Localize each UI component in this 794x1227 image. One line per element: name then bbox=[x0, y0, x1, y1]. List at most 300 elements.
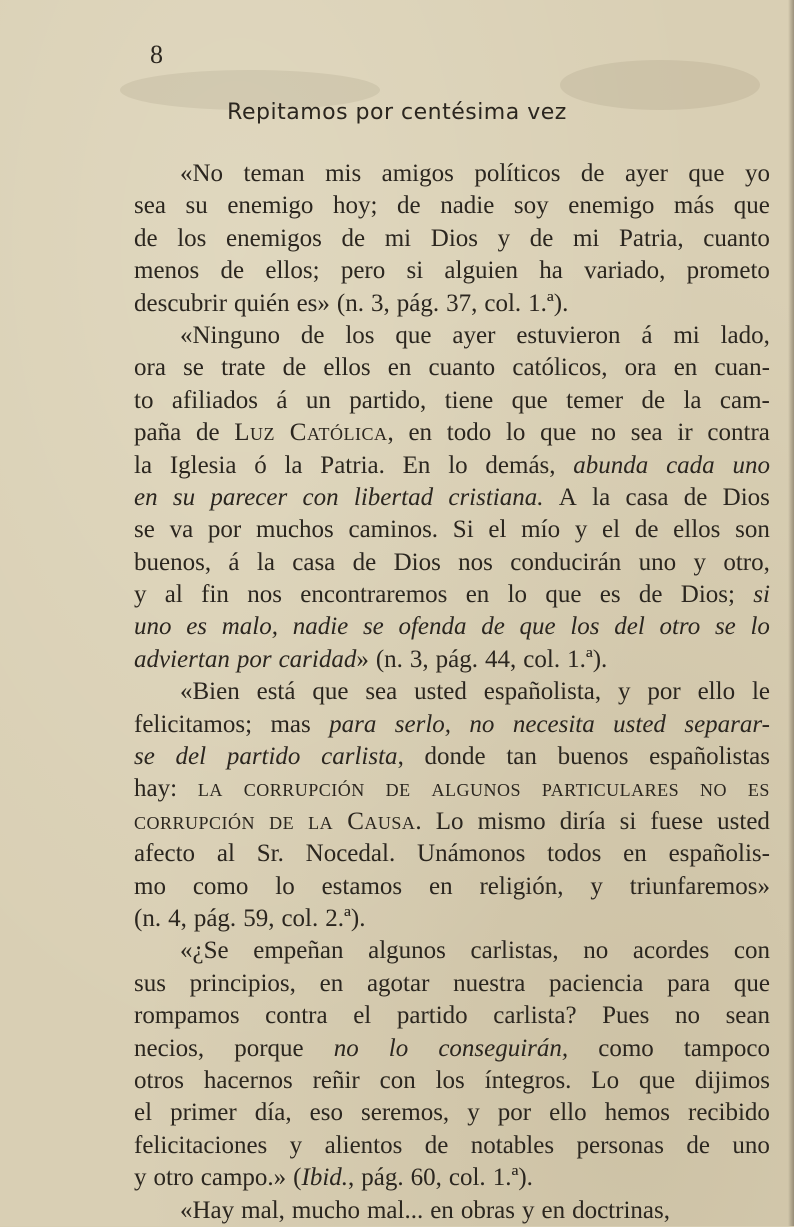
word: mi bbox=[673, 321, 700, 349]
word: mis bbox=[325, 160, 362, 187]
word: serlo, bbox=[394, 710, 452, 738]
text-line bbox=[134, 1162, 770, 1194]
word: el bbox=[134, 1099, 153, 1127]
word: que bbox=[511, 386, 548, 414]
word: Luz bbox=[234, 419, 276, 447]
word: lo bbox=[507, 581, 528, 609]
word: col. bbox=[484, 289, 522, 317]
word: la bbox=[284, 451, 303, 479]
word: cam- bbox=[719, 386, 770, 414]
word: partido, bbox=[349, 386, 427, 414]
word: tiene bbox=[444, 386, 494, 414]
word: de bbox=[352, 548, 377, 576]
word: al bbox=[216, 840, 235, 868]
word: y bbox=[693, 548, 706, 576]
word: necios, bbox=[134, 1034, 205, 1062]
word: caminos. bbox=[348, 516, 439, 544]
word: está bbox=[256, 678, 296, 706]
word: agotar bbox=[366, 969, 430, 997]
word: mi bbox=[572, 224, 600, 252]
word: recibido bbox=[688, 1099, 770, 1127]
text-line bbox=[134, 190, 770, 222]
word: to bbox=[134, 386, 154, 414]
word: estuvieron bbox=[516, 321, 621, 349]
word: uno bbox=[732, 1131, 770, 1159]
paragraph bbox=[134, 935, 770, 1194]
word: nadie bbox=[292, 613, 349, 641]
word: lo bbox=[275, 872, 295, 900]
word: Lo bbox=[435, 807, 464, 835]
word: y bbox=[497, 224, 511, 252]
word: «¿Se bbox=[180, 937, 229, 965]
word: los bbox=[345, 321, 375, 349]
word: Nocedal. bbox=[305, 840, 396, 868]
word: cuanto bbox=[428, 354, 496, 382]
word: contra bbox=[707, 419, 770, 447]
word: 3, bbox=[409, 645, 429, 673]
word: políticos bbox=[474, 160, 561, 187]
word: pág. bbox=[361, 1164, 404, 1192]
word: de bbox=[220, 257, 245, 285]
word: otro bbox=[153, 1164, 194, 1192]
word: Dios; bbox=[680, 581, 735, 609]
word: 3, bbox=[370, 289, 390, 317]
text-line bbox=[134, 223, 770, 255]
word: y bbox=[134, 1164, 147, 1192]
text-line bbox=[134, 611, 770, 643]
word: prometo bbox=[686, 257, 770, 285]
word: fuese bbox=[650, 807, 704, 835]
word: otro, bbox=[723, 548, 770, 576]
word: es» bbox=[296, 289, 330, 317]
word: (Ibid., bbox=[293, 1164, 355, 1192]
word: de bbox=[580, 160, 605, 187]
word: si bbox=[619, 807, 637, 835]
word: Sr. bbox=[256, 840, 284, 868]
word: que bbox=[733, 192, 770, 220]
word: que bbox=[688, 160, 725, 187]
text-line bbox=[134, 968, 770, 1000]
word: conseguirán, bbox=[438, 1034, 569, 1062]
word: en bbox=[430, 1196, 454, 1224]
word: empeñan bbox=[253, 937, 344, 965]
word: mas bbox=[270, 710, 311, 738]
word: va bbox=[169, 516, 194, 544]
word: separar- bbox=[684, 710, 770, 738]
word: ellos bbox=[323, 354, 371, 382]
word: mo bbox=[134, 872, 166, 900]
word: Patria. bbox=[320, 451, 385, 479]
text-line bbox=[134, 288, 770, 320]
word: col. bbox=[448, 1164, 486, 1192]
word: yo bbox=[744, 160, 770, 187]
word: ha bbox=[539, 257, 563, 285]
word: de bbox=[686, 1131, 710, 1159]
word: católicos, bbox=[512, 354, 608, 382]
word: uno bbox=[732, 451, 770, 479]
word: si bbox=[753, 581, 770, 609]
word: de bbox=[481, 613, 505, 641]
word: no bbox=[674, 1002, 700, 1030]
word: soy bbox=[513, 192, 549, 220]
word: es bbox=[186, 613, 208, 641]
text-line bbox=[134, 417, 770, 449]
word: día, bbox=[254, 1099, 292, 1127]
word: con bbox=[733, 937, 770, 965]
word: que bbox=[540, 419, 577, 447]
word: los bbox=[177, 224, 207, 252]
word: ora bbox=[134, 354, 166, 382]
word: caridad» bbox=[278, 645, 369, 673]
text-line bbox=[134, 547, 770, 579]
word: Dios bbox=[393, 548, 441, 576]
word: mucho bbox=[291, 1196, 360, 1224]
word: los bbox=[435, 1066, 465, 1094]
word: de bbox=[269, 807, 295, 835]
word: Si bbox=[452, 516, 474, 544]
word: enemigo bbox=[568, 192, 655, 220]
word: que bbox=[545, 581, 582, 609]
word: corrupción bbox=[134, 807, 256, 835]
word: principios, bbox=[189, 969, 296, 997]
word: es bbox=[599, 581, 621, 609]
word: el bbox=[488, 516, 507, 544]
word: triunfaremos» bbox=[629, 872, 770, 900]
word: adviertan bbox=[134, 645, 230, 673]
word: pero bbox=[340, 257, 386, 285]
word: no bbox=[583, 937, 609, 965]
text-line bbox=[134, 450, 770, 482]
word: por bbox=[236, 645, 272, 673]
word: y bbox=[134, 581, 147, 609]
text-line bbox=[134, 676, 770, 708]
word: nos bbox=[458, 548, 493, 576]
word: 2.ª). bbox=[325, 904, 366, 932]
word: que bbox=[638, 1066, 676, 1094]
word: íntegros. bbox=[484, 1066, 572, 1094]
word: doctrinas, bbox=[572, 1196, 670, 1224]
word: contra bbox=[265, 1002, 328, 1030]
text-line bbox=[134, 871, 770, 903]
word: col. bbox=[281, 904, 319, 932]
word: Iglesia bbox=[169, 451, 237, 479]
word: ir bbox=[677, 419, 693, 447]
word: para bbox=[329, 710, 377, 738]
word: los bbox=[570, 613, 600, 641]
word: rompamos bbox=[134, 1002, 240, 1030]
word: ó bbox=[254, 451, 267, 479]
word: alientos bbox=[324, 1131, 403, 1159]
body-text bbox=[134, 158, 770, 1227]
word: á bbox=[228, 548, 240, 576]
word: reñir bbox=[312, 1066, 360, 1094]
word: felicitaciones bbox=[134, 1131, 268, 1159]
word: «Ninguno bbox=[180, 321, 280, 349]
paragraph bbox=[134, 676, 770, 935]
word: porque bbox=[234, 1034, 304, 1062]
word: religión, bbox=[479, 872, 564, 900]
word: buenos, bbox=[134, 548, 212, 576]
word: cristiana. bbox=[448, 483, 544, 511]
text-line bbox=[134, 903, 770, 935]
word: ellos; bbox=[265, 257, 320, 285]
text-line bbox=[134, 1000, 770, 1032]
word: 4, bbox=[168, 904, 187, 932]
word: que bbox=[733, 969, 770, 997]
word: eso bbox=[309, 1099, 343, 1127]
word: y bbox=[590, 872, 603, 900]
word: ora bbox=[624, 354, 657, 382]
word: 1.ª). bbox=[567, 645, 608, 673]
word: de bbox=[397, 192, 421, 220]
word: el bbox=[602, 516, 621, 544]
word: seremos, bbox=[361, 1099, 450, 1127]
text-line bbox=[134, 806, 770, 838]
word: más bbox=[673, 192, 715, 220]
word: todos bbox=[547, 840, 602, 868]
word: 1.ª). bbox=[528, 289, 569, 317]
word: algunos bbox=[431, 775, 522, 803]
word: y bbox=[289, 1131, 303, 1159]
word: afiliados bbox=[171, 386, 258, 414]
word: ellos bbox=[673, 516, 721, 544]
word: dijimos bbox=[694, 1066, 770, 1094]
word: de bbox=[641, 386, 666, 414]
text-line bbox=[134, 255, 770, 287]
word: particulares bbox=[541, 775, 680, 803]
word: si bbox=[406, 257, 424, 285]
word: Católica, bbox=[289, 419, 394, 447]
word: mismo bbox=[477, 807, 546, 835]
word: se bbox=[134, 743, 155, 771]
text-line bbox=[134, 514, 770, 546]
word: menos bbox=[134, 257, 200, 285]
word: enemigos bbox=[226, 224, 322, 252]
word: mi bbox=[384, 224, 412, 252]
word: personas bbox=[576, 1131, 664, 1159]
word: españolistas bbox=[649, 743, 770, 771]
word: de bbox=[638, 581, 663, 609]
word: descubrir bbox=[134, 289, 228, 317]
word: trate bbox=[221, 354, 266, 382]
word: nadie bbox=[440, 192, 495, 220]
word: algunos bbox=[368, 937, 446, 965]
word: Dios bbox=[722, 483, 770, 511]
word: Dios bbox=[430, 224, 478, 252]
word: se bbox=[134, 516, 155, 544]
word: mío bbox=[521, 516, 561, 544]
word: por bbox=[647, 678, 681, 706]
running-header: Repitamos por centésima vez bbox=[227, 100, 567, 125]
word: cuan- bbox=[714, 354, 770, 382]
word: Causa. bbox=[347, 807, 422, 835]
word: (n. bbox=[336, 289, 364, 317]
word: que bbox=[519, 613, 556, 641]
word: de bbox=[683, 483, 708, 511]
word: son bbox=[735, 516, 770, 544]
word: quién bbox=[234, 289, 290, 317]
word: su bbox=[185, 192, 208, 220]
word: con bbox=[379, 1066, 416, 1094]
word: su bbox=[172, 483, 196, 511]
word: cuanto bbox=[703, 224, 770, 252]
text-line bbox=[134, 482, 770, 514]
word: diría bbox=[559, 807, 606, 835]
word: y bbox=[618, 678, 631, 706]
word: no bbox=[591, 419, 616, 447]
word: lo bbox=[505, 419, 526, 447]
word: de bbox=[134, 224, 158, 252]
word: pág. bbox=[435, 645, 479, 673]
word: malo, bbox=[221, 613, 278, 641]
word: no bbox=[469, 710, 495, 738]
word: españolista, bbox=[483, 678, 602, 706]
word: A bbox=[558, 483, 577, 511]
word: sea bbox=[365, 678, 398, 706]
word: paña bbox=[134, 419, 182, 447]
text-line bbox=[134, 158, 770, 190]
word: enemigo bbox=[227, 192, 314, 220]
word: necesita bbox=[512, 710, 595, 738]
text-line bbox=[134, 935, 770, 967]
word: Pues bbox=[602, 1002, 650, 1030]
text-line bbox=[134, 838, 770, 870]
word: hoy; bbox=[332, 192, 378, 220]
word: casa bbox=[292, 548, 336, 576]
word: por bbox=[207, 516, 242, 544]
word: en bbox=[673, 354, 698, 382]
word: se bbox=[362, 613, 384, 641]
word: partido bbox=[226, 743, 301, 771]
word: lo bbox=[448, 451, 468, 479]
word: de bbox=[385, 775, 411, 803]
word: «Bien bbox=[180, 678, 240, 706]
word: en bbox=[134, 483, 158, 511]
word: á bbox=[276, 386, 288, 414]
word: como bbox=[598, 1034, 654, 1062]
word: 44, bbox=[485, 645, 517, 673]
word: de bbox=[195, 419, 220, 447]
word: sea bbox=[630, 419, 663, 447]
word: (n. bbox=[375, 645, 403, 673]
word: el bbox=[353, 1002, 372, 1030]
word: tampoco bbox=[683, 1034, 770, 1062]
paragraph bbox=[134, 320, 770, 676]
word: Unámonos bbox=[417, 840, 526, 868]
text-line bbox=[134, 1033, 770, 1065]
word: de bbox=[282, 354, 307, 382]
text-line bbox=[134, 741, 770, 773]
word: encontraremos bbox=[300, 581, 448, 609]
word: le bbox=[751, 678, 770, 706]
word: partido bbox=[396, 1002, 468, 1030]
word: la bbox=[683, 386, 702, 414]
word: obras bbox=[460, 1196, 515, 1224]
word: afecto bbox=[134, 840, 196, 868]
word: la bbox=[256, 548, 275, 576]
word: sea bbox=[134, 192, 166, 220]
word: como bbox=[192, 872, 249, 900]
word: nuestra bbox=[453, 969, 526, 997]
word: ofenda bbox=[398, 613, 467, 641]
text-line bbox=[134, 352, 770, 384]
word: se bbox=[183, 354, 204, 382]
word: que bbox=[312, 678, 349, 706]
text-line bbox=[134, 773, 770, 805]
word: tan bbox=[506, 743, 537, 771]
word: 1.ª). bbox=[492, 1164, 533, 1192]
word: En bbox=[402, 451, 431, 479]
word: parecer bbox=[210, 483, 288, 511]
word: nos bbox=[247, 581, 282, 609]
word: temer bbox=[566, 386, 624, 414]
word: fin bbox=[201, 581, 229, 609]
word: teman bbox=[243, 160, 305, 187]
word: 60, bbox=[410, 1164, 442, 1192]
text-line bbox=[134, 1065, 770, 1097]
word: lo bbox=[388, 1034, 409, 1062]
word: 59, bbox=[243, 904, 275, 932]
word: sean bbox=[725, 1002, 770, 1030]
text-line bbox=[134, 1195, 770, 1227]
word: (n. bbox=[134, 904, 162, 932]
word: amigos bbox=[381, 160, 454, 187]
word: hay: bbox=[134, 775, 178, 803]
word: uno bbox=[638, 548, 677, 576]
word: pág. bbox=[396, 289, 440, 317]
word: del bbox=[175, 743, 207, 771]
word: otro bbox=[659, 613, 701, 641]
word: no bbox=[700, 775, 728, 803]
word: sus bbox=[134, 969, 166, 997]
word: Lo bbox=[591, 1066, 620, 1094]
word: usted bbox=[613, 710, 666, 738]
word: á bbox=[641, 321, 653, 349]
word: de bbox=[341, 224, 366, 252]
text-line bbox=[134, 709, 770, 741]
text-line bbox=[134, 320, 770, 352]
word: con bbox=[302, 483, 339, 511]
word: la bbox=[197, 775, 223, 803]
text-line bbox=[134, 385, 770, 417]
word: mal, bbox=[241, 1196, 285, 1224]
word: mal... bbox=[366, 1196, 424, 1224]
word: que bbox=[395, 321, 432, 349]
word: se bbox=[714, 613, 736, 641]
word: por bbox=[497, 1099, 532, 1127]
word: españolis- bbox=[668, 840, 770, 868]
word: del bbox=[614, 613, 645, 641]
word: de bbox=[529, 224, 554, 252]
paragraph bbox=[134, 1195, 770, 1227]
word: «Hay bbox=[180, 1196, 235, 1224]
word: de bbox=[300, 321, 325, 349]
word: todo bbox=[446, 419, 492, 447]
word: en bbox=[465, 581, 490, 609]
word: en bbox=[319, 969, 344, 997]
word: carlistas, bbox=[470, 937, 559, 965]
text-line bbox=[134, 1097, 770, 1129]
word: usted bbox=[717, 807, 770, 835]
word: ayer bbox=[452, 321, 496, 349]
paragraph bbox=[134, 158, 770, 320]
text-line bbox=[134, 1130, 770, 1162]
word: y bbox=[467, 1099, 480, 1127]
word: ello bbox=[549, 1099, 587, 1127]
word: donde bbox=[424, 743, 486, 771]
word: pág. bbox=[193, 904, 237, 932]
word: estamos bbox=[321, 872, 403, 900]
